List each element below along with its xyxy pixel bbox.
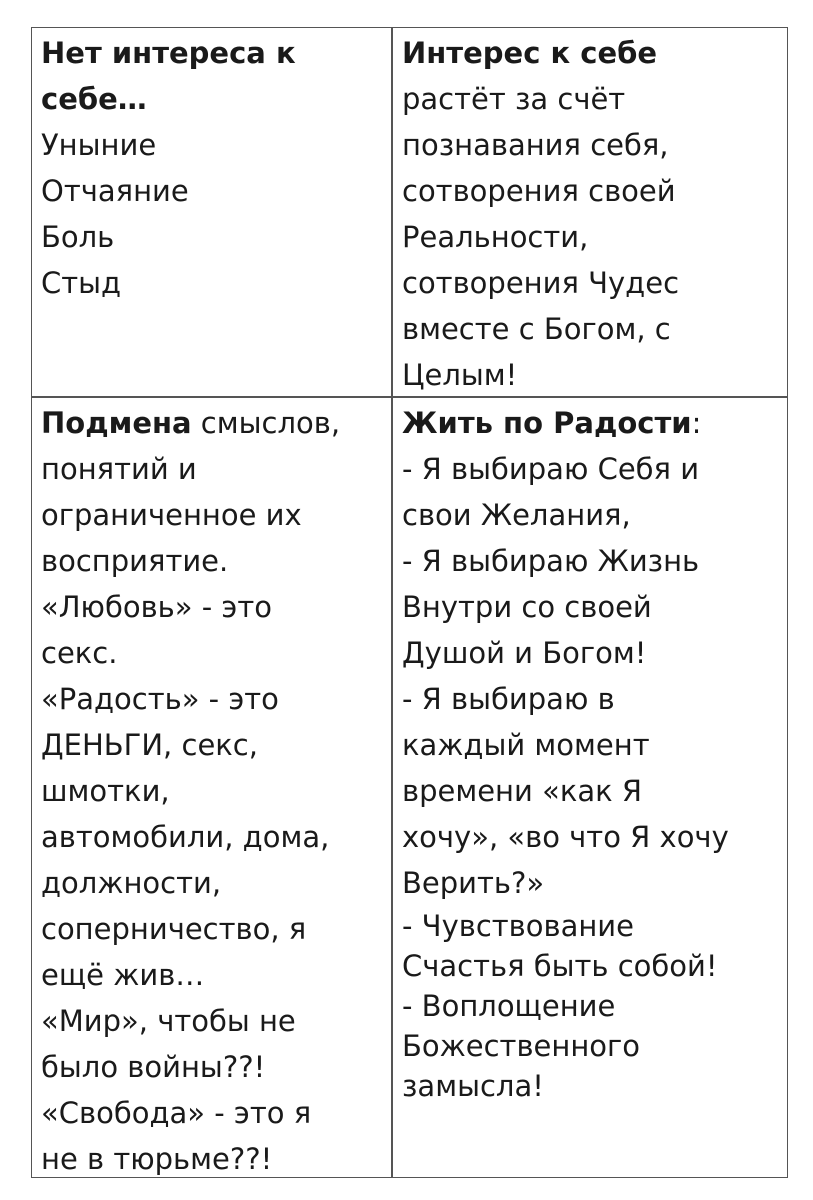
text-line: Счастья быть собой!: [402, 949, 718, 983]
cell-live-by-joy: [393, 398, 787, 1177]
heading-rest: смыслов,: [191, 406, 341, 440]
cell-heading: Жить по Радости: [402, 406, 692, 440]
cell-self-interest: [393, 28, 787, 396]
list-item: Стыд: [41, 266, 122, 300]
cell-heading: Интерес к себе: [402, 36, 658, 70]
text-line: каждый момент: [402, 728, 650, 762]
text-line: замысла!: [402, 1069, 544, 1103]
text-line: Верить?»: [402, 866, 545, 900]
text-line: познавания себя,: [402, 128, 669, 162]
list-item: Отчаяние: [41, 174, 189, 208]
text-line: Реальности,: [402, 220, 589, 254]
list-item: Уныние: [41, 128, 157, 162]
text-line: соперничество, я: [41, 912, 307, 946]
text-line: Душой и Богом!: [402, 636, 647, 670]
text-line: должности,: [41, 866, 222, 900]
text-line: шмотки,: [41, 774, 170, 808]
text-line: секс.: [41, 636, 118, 670]
heading-rest: :: [691, 406, 702, 440]
text-line: «Мир», чтобы не: [41, 1004, 296, 1038]
text-line: не в тюрьме??!: [41, 1142, 273, 1176]
text-line: - Я выбираю Жизнь: [402, 544, 700, 578]
text-line: «Любовь» - это: [41, 590, 272, 624]
text-line: Божественного: [402, 1029, 641, 1063]
cell-heading: Нет интереса к: [41, 36, 296, 70]
text-line: - Я выбираю Себя и: [402, 452, 700, 486]
text-line: - Воплощение: [402, 989, 616, 1023]
text-line: сотворения Чудес: [402, 266, 680, 300]
text-line: автомобили, дома,: [41, 820, 330, 854]
text-line: ограниченное их: [41, 498, 302, 532]
text-line: ДЕНЬГИ, секс,: [41, 728, 258, 762]
text-line: времени «как Я: [402, 774, 643, 808]
text-line: - Я выбираю в: [402, 682, 615, 716]
heading-line: [402, 400, 783, 446]
text-line: - Чувствование: [402, 909, 634, 943]
cell-no-self-interest: [32, 28, 391, 396]
text-line: свои Желания,: [402, 498, 631, 532]
text-line: «Радость» - это: [41, 682, 279, 716]
text-line: растёт за счёт: [402, 82, 626, 116]
list-item: Боль: [41, 220, 115, 254]
text-line: «Свобода» - это я: [41, 1096, 312, 1130]
text-line: восприятие.: [41, 544, 229, 578]
cell-heading: Подмена: [41, 406, 192, 440]
comparison-table: [31, 27, 788, 1178]
text-line: хочу», «во что Я хочу: [402, 820, 729, 854]
heading-line: [41, 400, 387, 446]
text-line: Внутри со своей: [402, 590, 652, 624]
cell-heading: себе…: [41, 82, 147, 116]
text-line: Целым!: [402, 358, 518, 392]
text-line: вместе с Богом, с: [402, 312, 671, 346]
text-line: сотворения своей: [402, 174, 676, 208]
text-line: было войны??!: [41, 1050, 266, 1084]
text-line: понятий и: [41, 452, 197, 486]
cell-substitution-of-meanings: [32, 398, 391, 1177]
text-line: ещё жив…: [41, 958, 205, 992]
